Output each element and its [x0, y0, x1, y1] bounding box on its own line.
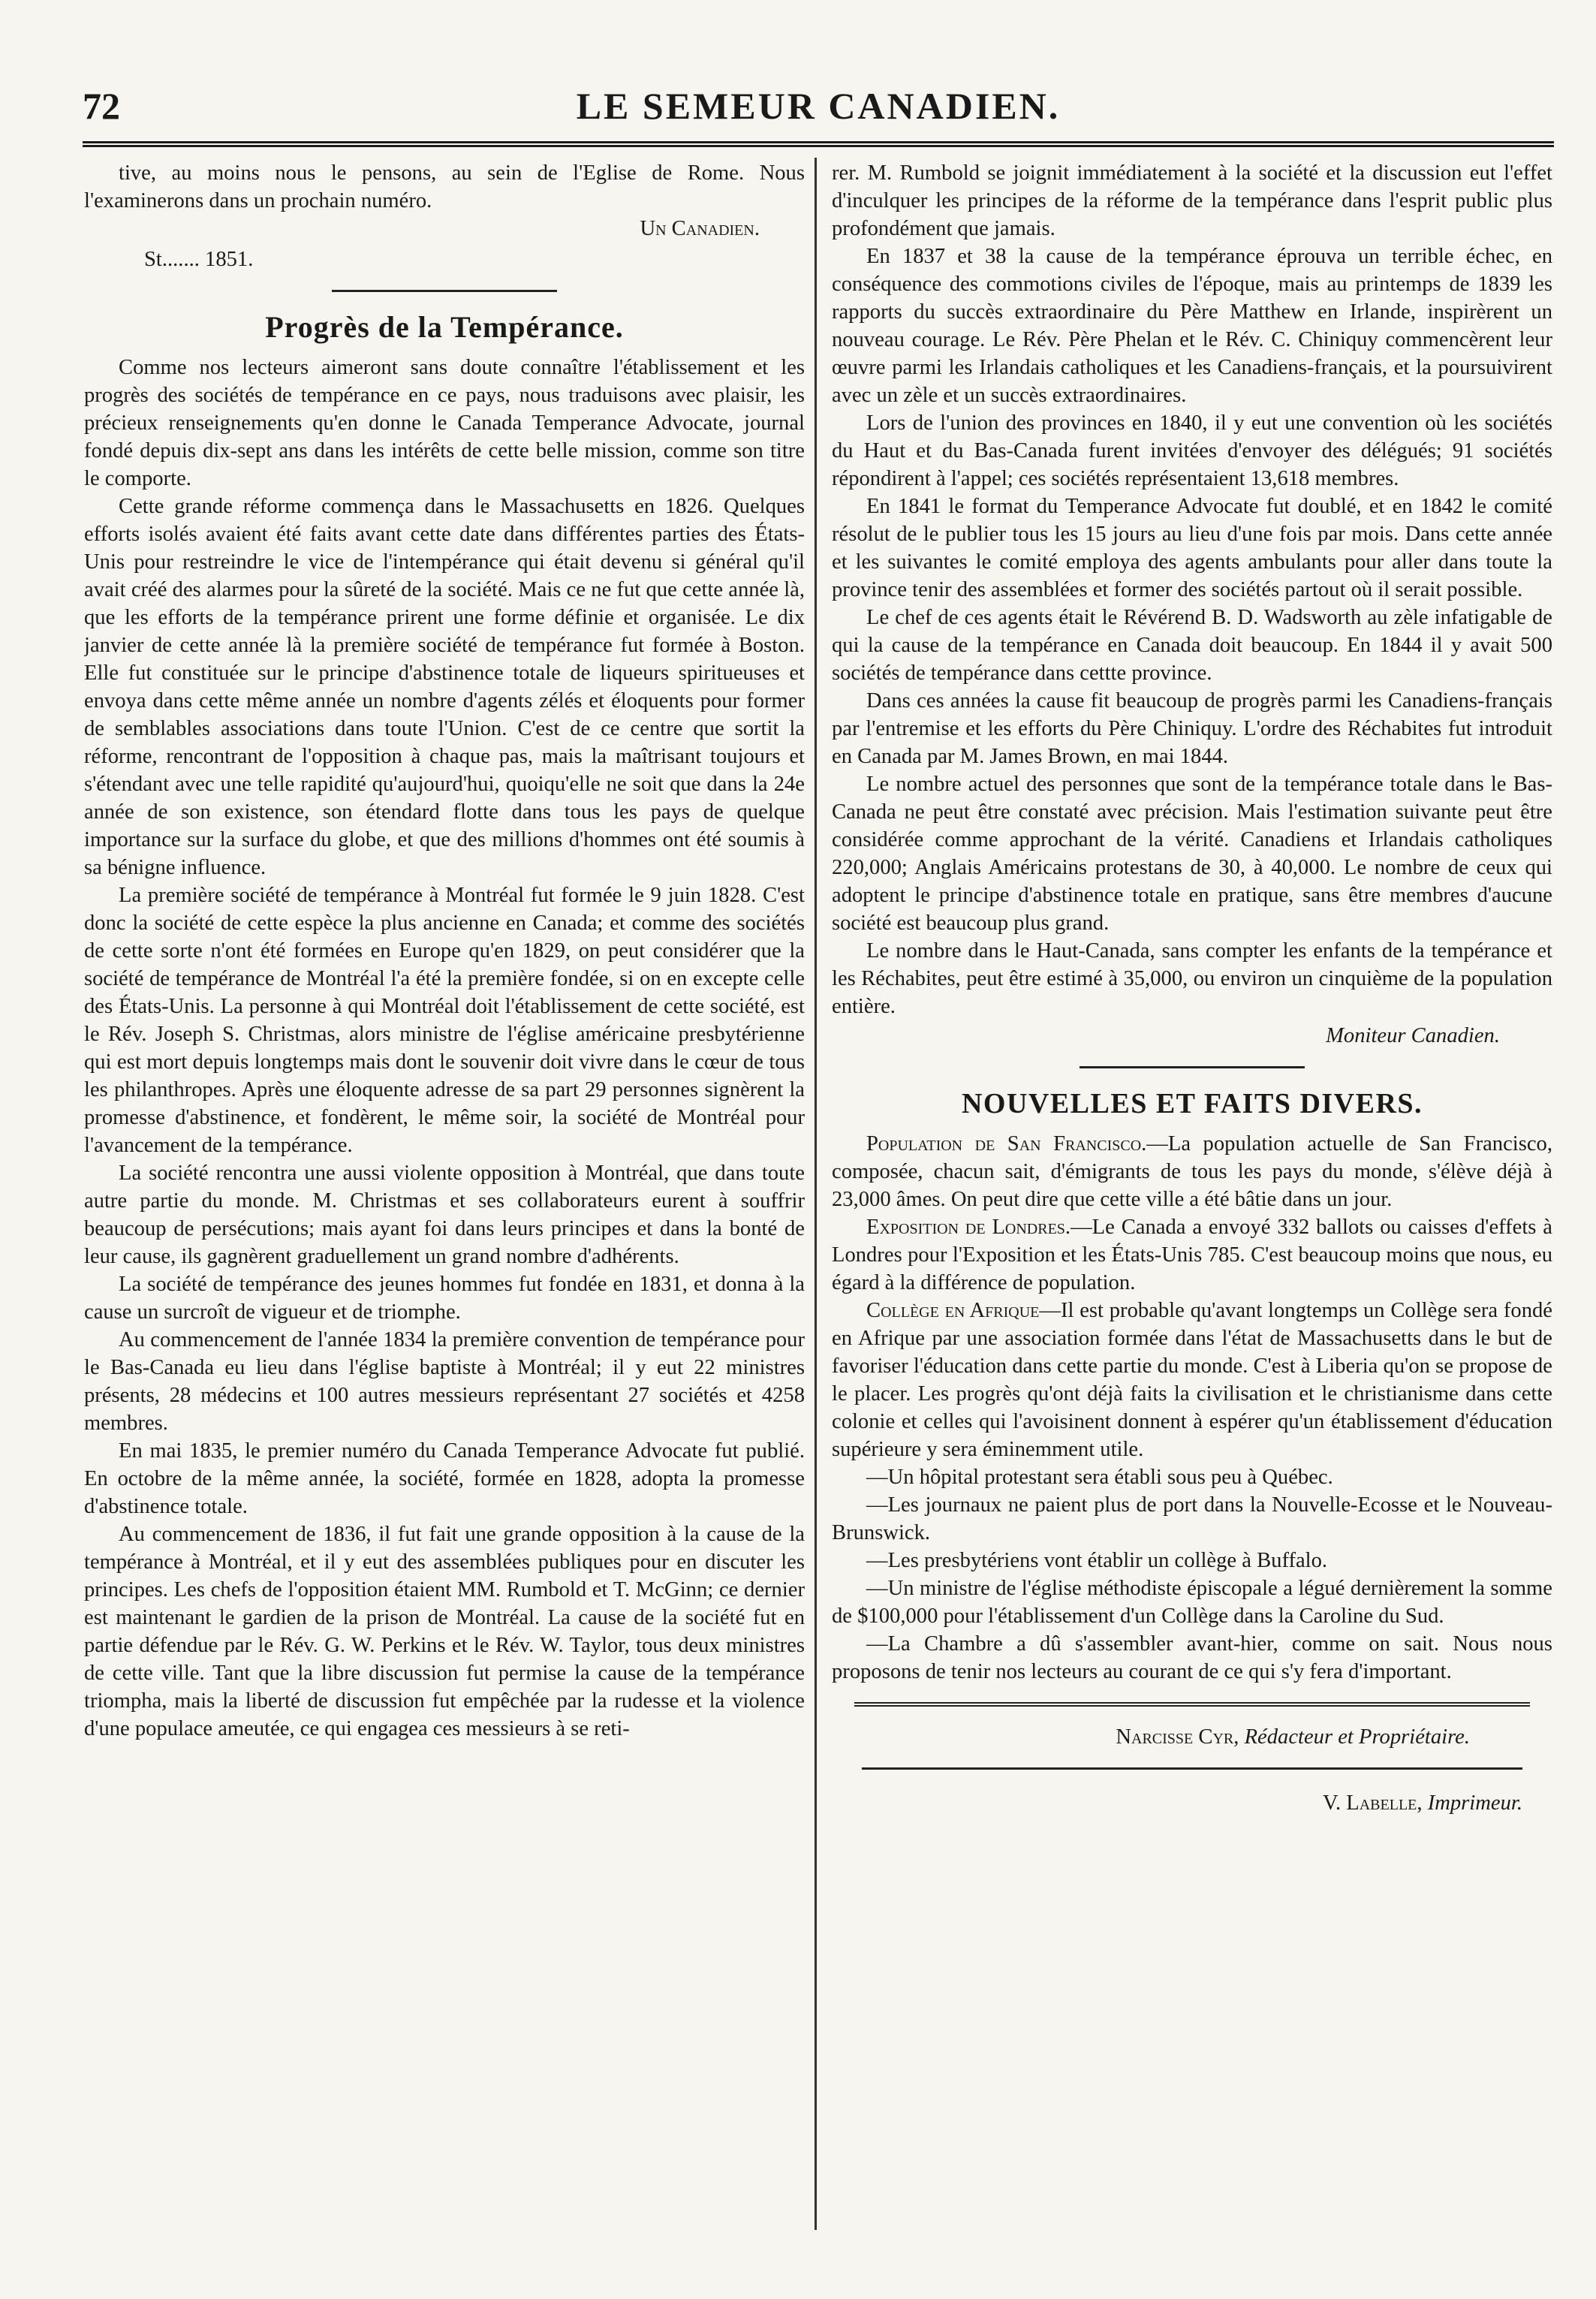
printer-line: V. Labelle, Imprimeur.: [1323, 1791, 1522, 1815]
masthead: [83, 81, 1554, 147]
column-divider: [815, 158, 817, 2230]
article-paragraph: Le chef de ces agents était le Révérend B. D. Wadsworth au zèle infatigable de qui la cause de la tempérance en Canada doit beaucoup. En 1844 il y avait 500 sociétés de tempérance dans cettte province.: [832, 606, 1552, 685]
news-item: —Un hôpital protestant sera établi sous peu à Québec.: [866, 1466, 1333, 1489]
news-item: —Un ministre de l'église méthodiste épiscopale a légué dernièrement la somme de $100,000 pour l'établissement d'un Collège dans la Caroline du Sud.: [832, 1577, 1552, 1628]
article-paragraph: En 1841 le format du Temperance Advocate fut doublé, et en 1842 le comité résolut de le publier tous les 15 jours au lieu d'une fois par mois. Dans cette année et les suivantes le comité employa des agents ambulants pour aller dans toute la province tenir des assemblées et former des sociétés partout où il serait possible.: [832, 495, 1552, 601]
left-column: [84, 159, 805, 2246]
dateline: St....... 1851.: [144, 248, 254, 271]
article-paragraph: Comme nos lecteurs aimeront sans doute connaître l'établissement et les progrès des sociétés de tempérance en ce pays, nous traduisons avec plaisir, les précieux renseignements qu'en donne le Canada Temperance Advocate, journal fondé depuis dix-sept ans dans les intérêts de cette belle mission, comme son titre le comporte.: [84, 356, 805, 490]
section-rule: [332, 290, 557, 292]
article-paragraph: Cette grande réforme commença dans le Massachusetts en 1826. Quelques efforts isolés avaient été faits avant cette date dans différentes parties des États-Unis pour restreindre le vice de l'intempérance qui était devenu si général qu'il avait créé des alarmes pour la sûreté de la société. Mais ce ne fut que cette année là, que les efforts de la tempérance prirent une forme définie et organisée. Le dix janvier de cette année là la première société de tempérance fut formée à Boston. Elle fut constituée sur le principe d'abstinence totale de liqueurs spiritueuses et envoya dans cette même année un nombre d'agents zélés et éloquents pour former de semblables associations dans toute l'Union. C'est de ce centre que sortit la réforme, rencontrant de l'opposition à chaque pas, mais la maîtrisant toujours et s'étendant avec une telle rapidité qu'aujourd'hui, quoiqu'elle ne soit que dans la 24e année de son existence, son étendard flotte dans tous les pays de quelque importance sur la surface du globe, et que des millions d'hommes ont été soumis à sa bénigne influence.: [84, 495, 805, 879]
page-number: 72: [83, 85, 120, 127]
article-paragraph: Au commencement de 1836, il fut fait une grande opposition à la cause de la tempérance à Montréal, et il y eut des assemblées publiques pour en discuter les principes. Les chefs de l'opposition étaient MM. Rumbold et T. McGinn; ce dernier est maintenant le gardien de la prison de Montréal. La cause de la société fut en partie défendue par le Rév. G. W. Perkins et le Rév. W. Taylor, tous deux ministres de cette ville. Tant que la libre discussion fut permise la cause de la tempérance triompha, mais la liberté de discussion fut empêchée par la rudesse et la violence d'une populace ameutée, ce qui engagea ces messieurs à se reti-: [84, 1523, 805, 1740]
article-paragraph: Dans ces années la cause fit beaucoup de progrès parmi les Canadiens-français par l'entremise et les efforts du Père Chiniquy. L'ordre des Réchabites fut introduit en Canada par M. James Brown, en mai 1844.: [832, 689, 1552, 768]
news-item: —Les journaux ne paient plus de port dans la Nouvelle-Ecosse et le Nouveau-Brunswick.: [832, 1493, 1552, 1544]
article-paragraph: En mai 1835, le premier numéro du Canada Temperance Advocate fut publié. En octobre de la même année, la société, formée en 1828, adopta la promesse d'abstinence totale.: [84, 1439, 805, 1518]
news-item: Population de San Francisco.—La population actuelle de San Francisco, composée, chacun sait, d'émigrants de tous les pays du monde, s'élève déjà à 23,000 âmes. On peut dire que cette ville a été bâtie dans un jour.: [832, 1132, 1552, 1211]
news-item: Exposition de Londres.—Le Canada a envoyé 332 ballots ou caisses d'effets à Londres pour l'Exposition et les États-Unis 785. C'est beaucoup moins que nous, eu égard à la différence de population.: [832, 1216, 1552, 1294]
editor-line: Narcisse Cyr, Rédacteur et Propriétaire.: [1116, 1725, 1470, 1749]
news-item: —Les presbytériens vont établir un collège à Buffalo.: [866, 1549, 1328, 1572]
article-paragraph: rer. M. Rumbold se joignit immédiatement à la société et la discussion eut l'effet d'inculquer les principes de la réforme de la tempérance dans l'esprit public plus profondément que jamais.: [832, 161, 1552, 240]
footer-rule: [862, 1767, 1522, 1770]
section-rule: [1080, 1066, 1305, 1068]
news-section-title: NOUVELLES ET FAITS DIVERS.: [961, 1088, 1423, 1119]
article-paragraph: La société de tempérance des jeunes hommes fut fondée en 1831, et donna à la cause un surcroît de vigueur et de triomphe.: [84, 1273, 805, 1324]
right-column: [832, 159, 1552, 2246]
article-paragraph: La société rencontra une aussi violente opposition à Montréal, que dans toute autre partie du monde. M. Christmas et ses collaborateurs eurent à souffrir beaucoup de persécutions; mais ayant foi dans leurs principes et dans la bonté de leur cause, ils gagnèrent graduellement un grand nombre d'adhérents.: [84, 1162, 805, 1268]
journal-title: LE SEMEUR CANADIEN.: [576, 85, 1061, 127]
article-paragraph: Au commencement de l'année 1834 la première convention de tempérance pour le Bas-Canada eu lieu dans l'église baptiste à Montréal; il y eut 22 ministres présents, 28 médecins et 100 autres messieurs représentant 27 sociétés et 4258 membres.: [84, 1328, 805, 1435]
source-credit: Moniteur Canadien.: [1326, 1024, 1500, 1047]
footer-rule: [854, 1702, 1530, 1707]
signature: Un Canadien.: [640, 217, 760, 240]
article-paragraph: Le nombre dans le Haut-Canada, sans compter les enfants de la tempérance et les Réchabites, peut être estimé à 35,000, ou environ un cinquième de la population entière.: [832, 939, 1552, 1018]
article-paragraph: La première société de tempérance à Montréal fut formée le 9 juin 1828. C'est donc la société de cette espèce la plus ancienne en Canada; et comme des sociétés de cette sorte n'ont été formées en Europe qu'en 1829, on peut considérer que la société de tempérance de Montréal l'a été la première fondée, si on en excepte celle des États-Unis. La personne à qui Montréal doit l'établissement de cette société, est le Rév. Joseph S. Christmas, alors ministre de l'église américaine presbytérienne qui est mort depuis longtemps mais dont le souvenir doit vivre dans le cœur de tous les philanthropes. Après une éloquente adresse de sa part 29 personnes signèrent la promesse d'abstinence, et fondèrent, le même soir, la société de Montréal pour l'avancement de la tempérance.: [84, 884, 805, 1157]
article-paragraph: Le nombre actuel des personnes que sont de la tempérance totale dans le Bas-Canada ne peut être constaté avec précision. Mais l'estimation suivante peut être considérée comme approchant de la vérité. Canadiens et Irlandais catholiques 220,000; Anglais Américains protestans de 30, à 40,000. Le nombre de ceux qui adoptent le principe d'abstinence totale en pratique, sans être membres d'aucune société est beaucoup plus grand.: [832, 773, 1552, 935]
intro-paragraph: tive, au moins nous le pensons, au sein de l'Eglise de Rome. Nous l'examinerons dans un prochain numéro.: [84, 161, 805, 212]
article-paragraph: En 1837 et 38 la cause de la tempérance éprouva un terrible échec, en conséquence des commotions civiles de l'époque, mais au printemps de 1839 les rapports du succès extraordinaire du Père Matthew en Irlande, inspirèrent un nouveau courage. Le Rév. Père Phelan et le Rév. C. Chiniquy commencèrent leur œuvre parmi les Irlandais catholiques et les Canadiens-français, et la poursuivirent avec un zèle et un succès extraordinaires.: [832, 245, 1552, 407]
news-item: Collège en Afrique—Il est probable qu'avant longtemps un Collège sera fondé en Afrique par une association formée dans l'état de Massachusetts dans le but de favoriser l'éducation dans cette partie du monde. C'est à Liberia qu'on se propose de le placer. Les progrès qu'ont déjà faits la civilisation et le christianisme dans cette colonie et celles qui l'avoisinent donnent à espérer qu'un établissement d'éducation supérieure y sera éminemment utile.: [832, 1299, 1552, 1461]
article-paragraph: Lors de l'union des provinces en 1840, il y eut une convention où les sociétés du Haut et du Bas-Canada furent invitées d'envoyer des délégués; 91 sociétés répondirent à l'appel; ces sociétés représentaient 13,618 membres.: [832, 411, 1552, 490]
article-title: Progrès de la Tempérance.: [265, 310, 624, 344]
news-item: —La Chambre a dû s'assembler avant-hier, comme on sait. Nous nous proposons de tenir nos lecteurs au courant de ce qui s'y fera d'important.: [832, 1632, 1552, 1683]
